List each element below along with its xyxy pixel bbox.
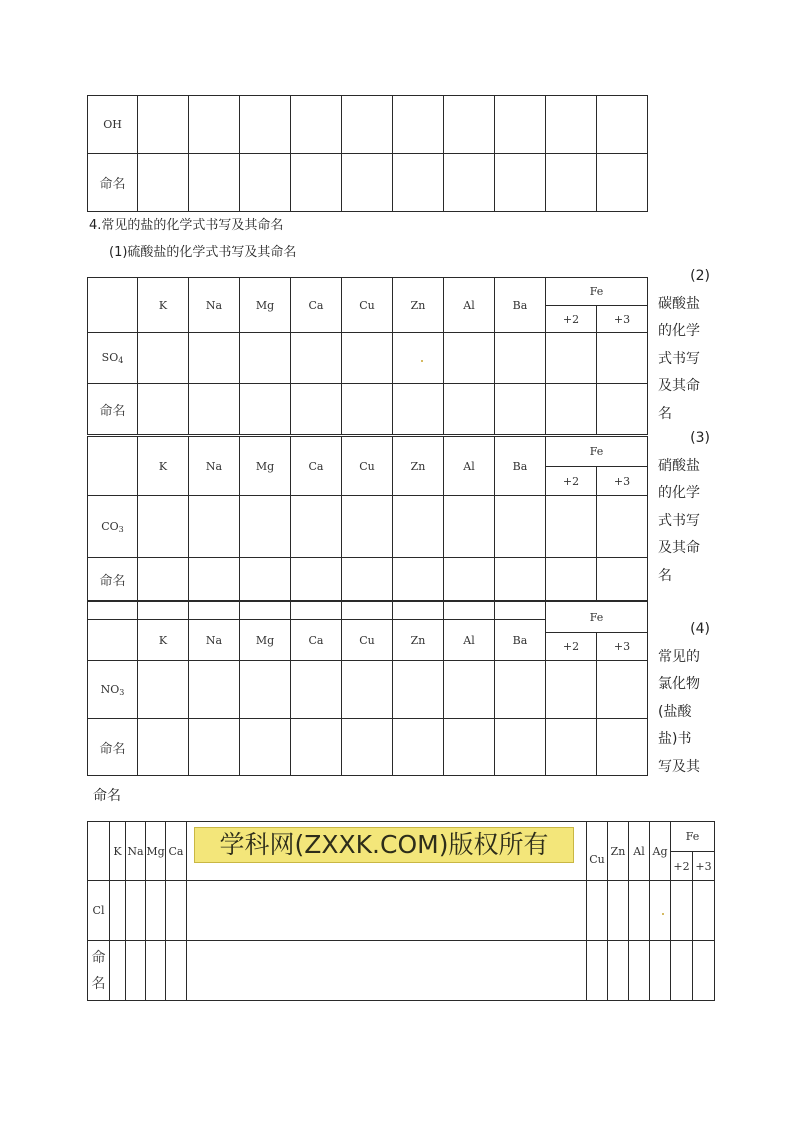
cell[interactable] — [342, 496, 393, 558]
metal-header: Ba — [495, 278, 546, 333]
metal-header: K — [138, 278, 189, 333]
cell[interactable] — [393, 719, 444, 776]
cell[interactable] — [393, 384, 444, 435]
cell[interactable] — [597, 96, 648, 154]
name-row-label: 命名 — [88, 154, 138, 212]
fe-header: Fe — [546, 602, 648, 633]
metal-header: K — [138, 620, 189, 661]
name-row-label: 命名 — [88, 719, 138, 776]
metal-header: Ag — [650, 822, 671, 881]
cell[interactable] — [495, 333, 546, 384]
cell[interactable] — [629, 881, 650, 941]
name-row-label: 命名 — [88, 384, 138, 435]
cell[interactable] — [693, 881, 715, 941]
anion-so4: $SO_4$ — [88, 333, 138, 384]
cell[interactable] — [110, 881, 126, 941]
cell[interactable] — [291, 154, 342, 212]
cell[interactable] — [291, 496, 342, 558]
cell[interactable] — [597, 496, 648, 558]
cell[interactable] — [650, 941, 671, 1001]
stray-dot — [421, 360, 423, 362]
cell[interactable] — [444, 154, 495, 212]
spacer-cell — [342, 602, 393, 620]
metal-header: Zn — [608, 822, 629, 881]
metal-header: Cu — [342, 278, 393, 333]
fe-plus3-header: +3 — [693, 852, 715, 881]
spacer-cell — [189, 602, 240, 620]
metal-header: K — [110, 822, 126, 881]
spacer-cell — [444, 602, 495, 620]
cell[interactable] — [166, 941, 187, 1001]
cell[interactable] — [240, 96, 291, 154]
metal-header: Zn — [393, 278, 444, 333]
metal-header: Mg — [240, 278, 291, 333]
cell[interactable] — [138, 661, 189, 719]
metal-header: Ba — [495, 437, 546, 496]
metal-header: K — [138, 437, 189, 496]
cell[interactable] — [342, 719, 393, 776]
metal-header: Al — [444, 278, 495, 333]
cell[interactable] — [546, 496, 597, 558]
fe-plus2-header: +2 — [546, 306, 597, 333]
spacer-cell — [495, 602, 546, 620]
cell[interactable] — [187, 881, 587, 941]
cell[interactable] — [146, 941, 166, 1001]
side-note-4: (4) 常见的 氯化物 (盐酸 盐)书 写及其 — [658, 621, 710, 775]
cell[interactable] — [138, 558, 189, 601]
cell[interactable] — [342, 558, 393, 601]
cell[interactable] — [495, 384, 546, 435]
cell[interactable] — [546, 96, 597, 154]
cell[interactable] — [291, 384, 342, 435]
fe-header: Fe — [546, 437, 648, 467]
metal-header: Ca — [291, 620, 342, 661]
cell[interactable] — [291, 558, 342, 601]
metal-header: Cu — [342, 620, 393, 661]
watermark-banner: 学科网(ZXXK.COM)版权所有 — [194, 827, 574, 863]
anion-oh: OH — [88, 96, 138, 154]
cell[interactable] — [240, 384, 291, 435]
cell[interactable] — [608, 941, 629, 1001]
cell[interactable] — [546, 154, 597, 212]
metal-header: Ba — [495, 620, 546, 661]
metal-header: Cu — [342, 437, 393, 496]
cell[interactable] — [393, 96, 444, 154]
subsection-1-title: (1)硫酸盐的化学式书写及其命名 — [109, 245, 297, 260]
cell[interactable] — [240, 333, 291, 384]
cell[interactable] — [495, 558, 546, 601]
fe-plus3-header: +3 — [597, 633, 648, 661]
metal-header: Al — [444, 620, 495, 661]
cell[interactable] — [546, 661, 597, 719]
cell[interactable] — [546, 384, 597, 435]
side-note-2: (2) 碳酸盐 的化学 式书写 及其命 名 — [658, 268, 710, 422]
cell[interactable] — [671, 881, 693, 941]
metal-header: Al — [629, 822, 650, 881]
cell[interactable] — [393, 496, 444, 558]
corner-cell — [88, 437, 138, 496]
cell[interactable] — [597, 384, 648, 435]
metal-header: Al — [444, 437, 495, 496]
corner-cell — [88, 278, 138, 333]
cell[interactable] — [240, 719, 291, 776]
spacer-cell — [393, 602, 444, 620]
cell[interactable] — [495, 661, 546, 719]
cell[interactable] — [629, 941, 650, 1001]
cell[interactable] — [291, 719, 342, 776]
metal-header: Ca — [291, 278, 342, 333]
cell[interactable] — [166, 881, 187, 941]
cell[interactable] — [587, 941, 608, 1001]
cell[interactable] — [342, 154, 393, 212]
cell[interactable] — [393, 661, 444, 719]
fe-header: Fe — [546, 278, 648, 306]
cell[interactable] — [189, 96, 240, 154]
anion-no3: $NO_3$ — [88, 661, 138, 719]
metal-header: Na — [126, 822, 146, 881]
fe-plus2-header: +2 — [546, 467, 597, 496]
cell[interactable] — [291, 96, 342, 154]
cell[interactable] — [495, 154, 546, 212]
cell[interactable] — [126, 881, 146, 941]
anion-co3: $CO_3$ — [88, 496, 138, 558]
cell[interactable] — [393, 333, 444, 384]
section-4-title: 4.常见的盐的化学式书写及其命名 — [89, 218, 284, 233]
cell[interactable] — [291, 661, 342, 719]
cell[interactable] — [597, 558, 648, 601]
cell[interactable] — [240, 154, 291, 212]
cell[interactable] — [110, 941, 126, 1001]
cell[interactable] — [126, 941, 146, 1001]
anion-cl: Cl — [88, 881, 110, 941]
cell[interactable] — [546, 558, 597, 601]
cell[interactable] — [597, 661, 648, 719]
cell[interactable] — [189, 496, 240, 558]
cell[interactable] — [189, 333, 240, 384]
cell[interactable] — [693, 941, 715, 1001]
cell[interactable] — [444, 558, 495, 601]
metal-header: Mg — [240, 620, 291, 661]
cell[interactable] — [444, 384, 495, 435]
cell[interactable] — [189, 384, 240, 435]
spacer-cell — [88, 602, 138, 620]
cell[interactable] — [671, 941, 693, 1001]
sulfate-table — [87, 277, 648, 435]
cell[interactable] — [342, 384, 393, 435]
cell[interactable] — [342, 661, 393, 719]
cell[interactable] — [189, 661, 240, 719]
cell[interactable] — [546, 333, 597, 384]
metal-header: Mg — [240, 437, 291, 496]
trailing-text: 命名 — [93, 788, 121, 804]
metal-header: Zn — [393, 620, 444, 661]
spacer-cell — [240, 602, 291, 620]
stray-dot — [662, 913, 664, 915]
fe-plus2-header: +2 — [671, 852, 693, 881]
carbonate-table — [87, 436, 648, 601]
metal-header: Zn — [393, 437, 444, 496]
nitrate-table — [87, 601, 648, 776]
cell[interactable] — [650, 881, 671, 941]
fe-header: Fe — [671, 822, 715, 852]
cell[interactable] — [587, 881, 608, 941]
name-row-label: 命 名 — [88, 941, 110, 1001]
hydroxide-table — [87, 95, 648, 212]
cell[interactable] — [240, 558, 291, 601]
name-row-label: 命名 — [88, 558, 138, 601]
cell[interactable] — [546, 719, 597, 776]
cell[interactable] — [138, 496, 189, 558]
cell[interactable] — [138, 154, 189, 212]
cell[interactable] — [189, 154, 240, 212]
cell[interactable] — [138, 384, 189, 435]
cell[interactable] — [291, 333, 342, 384]
corner-cell — [88, 822, 110, 881]
cell[interactable] — [393, 558, 444, 601]
spacer-cell — [138, 602, 189, 620]
cell[interactable] — [608, 881, 629, 941]
cell[interactable] — [342, 96, 393, 154]
cell[interactable] — [495, 719, 546, 776]
fe-plus3-header: +3 — [597, 306, 648, 333]
metal-header: Na — [189, 620, 240, 661]
metal-header: Cu — [587, 822, 608, 881]
cell[interactable] — [393, 154, 444, 212]
cell[interactable] — [146, 881, 166, 941]
metal-header: Na — [189, 278, 240, 333]
corner-cell — [88, 620, 138, 661]
cell[interactable] — [138, 96, 189, 154]
cell[interactable] — [187, 941, 587, 1001]
cell[interactable] — [444, 719, 495, 776]
cell[interactable] — [495, 96, 546, 154]
cell[interactable] — [189, 558, 240, 601]
side-note-3: (3) 硝酸盐 的化学 式书写 及其命 名 — [658, 430, 710, 584]
cell[interactable] — [495, 496, 546, 558]
cell[interactable] — [138, 719, 189, 776]
metal-header: Ca — [291, 437, 342, 496]
metal-header: Mg — [146, 822, 166, 881]
cell[interactable] — [444, 96, 495, 154]
cell[interactable] — [240, 661, 291, 719]
fe-plus3-header: +3 — [597, 467, 648, 496]
cell[interactable] — [597, 154, 648, 212]
cell[interactable] — [138, 333, 189, 384]
cell[interactable] — [597, 719, 648, 776]
cell[interactable] — [189, 719, 240, 776]
fe-plus2-header: +2 — [546, 633, 597, 661]
cell[interactable] — [444, 496, 495, 558]
cell[interactable] — [444, 661, 495, 719]
cell[interactable] — [240, 496, 291, 558]
metal-header: Na — [189, 437, 240, 496]
cell[interactable] — [597, 333, 648, 384]
spacer-cell — [291, 602, 342, 620]
cell[interactable] — [342, 333, 393, 384]
metal-header: Ca — [166, 822, 187, 881]
cell[interactable] — [444, 333, 495, 384]
